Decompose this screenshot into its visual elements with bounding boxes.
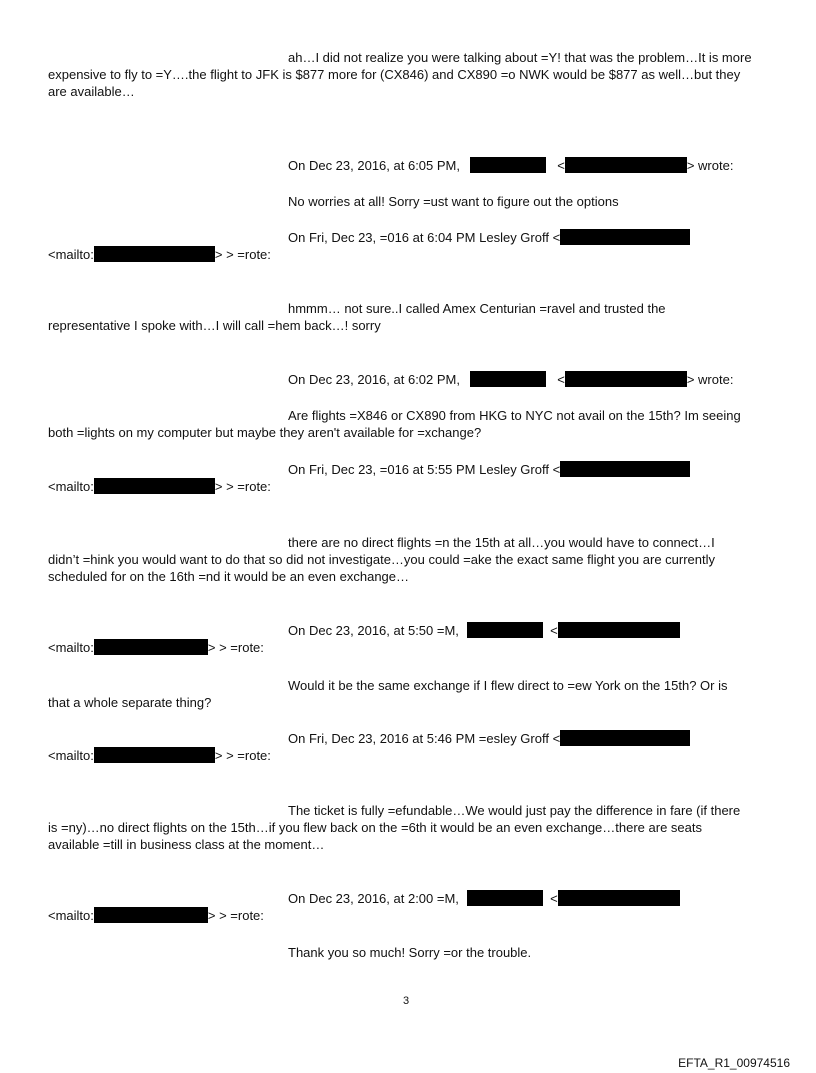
email-mailto-line xyxy=(48,747,271,764)
header-date: On Fri, Dec 23, =016 at 5:55 PM Lesley Groff < xyxy=(288,462,561,477)
email-body-line: Thank you so much! Sorry =or the trouble. xyxy=(288,945,532,960)
header-wrote: > > =rote: xyxy=(214,748,271,763)
header-wrote: > > =rote: xyxy=(214,479,271,494)
redaction-box xyxy=(558,890,680,906)
email-mailto-line xyxy=(48,907,264,924)
mailto-label: <mailto: xyxy=(48,479,94,494)
email-body-line: hmmm… not sure..I called Amex Centurian =ravel and trusted the xyxy=(288,301,666,316)
email-mailto-line xyxy=(48,478,271,495)
email-header-line xyxy=(288,890,680,907)
email-body-line: The ticket is fully =efundable…We would just pay the difference in fare (if there xyxy=(288,803,741,818)
document-id: EFTA_R1_00974516 xyxy=(678,1056,790,1070)
email-body-line: is =ny)…no direct flights on the 15th…if you flew back on the =6th it would be an even exchange…there are seats xyxy=(48,820,702,835)
mailto-label: <mailto: xyxy=(48,640,94,655)
header-bracket: < xyxy=(557,158,565,173)
header-date: On Dec 23, 2016, at 6:05 PM, xyxy=(288,158,460,173)
redaction-box xyxy=(94,246,215,262)
email-body-line: No worries at all! Sorry =ust want to figure out the options xyxy=(288,194,619,209)
email-header-line xyxy=(288,229,690,246)
redaction-box xyxy=(558,622,680,638)
email-body-line: both =lights on my computer but maybe they aren't available for =xchange? xyxy=(48,425,482,440)
header-date: On Dec 23, 2016, at 2:00 =M, xyxy=(288,891,459,906)
header-wrote: > > =rote: xyxy=(214,247,271,262)
email-body-line: scheduled for on the 16th =nd it would be an even exchange… xyxy=(48,569,410,584)
header-date: On Dec 23, 2016, at 5:50 =M, xyxy=(288,623,459,638)
email-body-line: Would it be the same exchange if I flew direct to =ew York on the 15th? Or is xyxy=(288,678,728,693)
redaction-box xyxy=(467,890,543,906)
email-header-line xyxy=(288,730,690,747)
header-bracket: < xyxy=(550,891,558,906)
email-header-line xyxy=(288,461,690,478)
email-body-line: that a whole separate thing? xyxy=(48,695,212,710)
mailto-label: <mailto: xyxy=(48,748,94,763)
email-body-line: are available… xyxy=(48,84,135,99)
redaction-box xyxy=(470,157,546,173)
email-body-line: ah…I did not realize you were talking about =Y! that was the problem…It is more xyxy=(288,50,752,65)
page-number: 3 xyxy=(403,995,410,1007)
redaction-box xyxy=(94,478,215,494)
email-body-line: didn’t =hink you would want to do that so did not investigate…you could =ake the exact same flight you are currently xyxy=(48,552,716,567)
header-wrote: > wrote: xyxy=(686,372,734,387)
mailto-label: <mailto: xyxy=(48,247,94,262)
header-wrote: > > =rote: xyxy=(207,908,264,923)
email-body-line: representative I spoke with…I will call =hem back…! sorry xyxy=(48,318,381,333)
email-mailto-line xyxy=(48,639,264,656)
email-body-line: available =till in business class at the moment… xyxy=(48,837,325,852)
header-bracket: < xyxy=(550,623,558,638)
redaction-box xyxy=(94,639,208,655)
email-body-line: there are no direct flights =n the 15th at all…you would have to connect…I xyxy=(288,535,715,550)
redaction-box xyxy=(467,622,543,638)
redaction-box xyxy=(565,157,687,173)
redaction-box xyxy=(470,371,546,387)
header-bracket: < xyxy=(557,372,565,387)
email-header-line xyxy=(288,622,680,639)
email-body-line: expensive to fly to =Y….the flight to JFK is $877 more for (CX846) and CX890 =o NWK would be $877 as well…but they xyxy=(48,67,741,82)
email-header-line xyxy=(288,371,733,388)
redaction-box xyxy=(94,907,208,923)
redaction-box xyxy=(565,371,687,387)
redaction-box xyxy=(560,229,690,245)
header-date: On Fri, Dec 23, 2016 at 5:46 PM =esley Groff < xyxy=(288,731,561,746)
email-mailto-line xyxy=(48,246,271,263)
header-wrote: > > =rote: xyxy=(207,640,264,655)
redaction-box xyxy=(94,747,215,763)
redaction-box xyxy=(560,461,690,477)
redaction-box xyxy=(560,730,690,746)
header-date: On Dec 23, 2016, at 6:02 PM, xyxy=(288,372,460,387)
email-header-line xyxy=(288,157,733,174)
email-body-line: Are flights =X846 or CX890 from HKG to NYC not avail on the 15th? Im seeing xyxy=(288,408,741,423)
header-wrote: > wrote: xyxy=(686,158,734,173)
header-date: On Fri, Dec 23, =016 at 6:04 PM Lesley Groff < xyxy=(288,230,561,245)
mailto-label: <mailto: xyxy=(48,908,94,923)
